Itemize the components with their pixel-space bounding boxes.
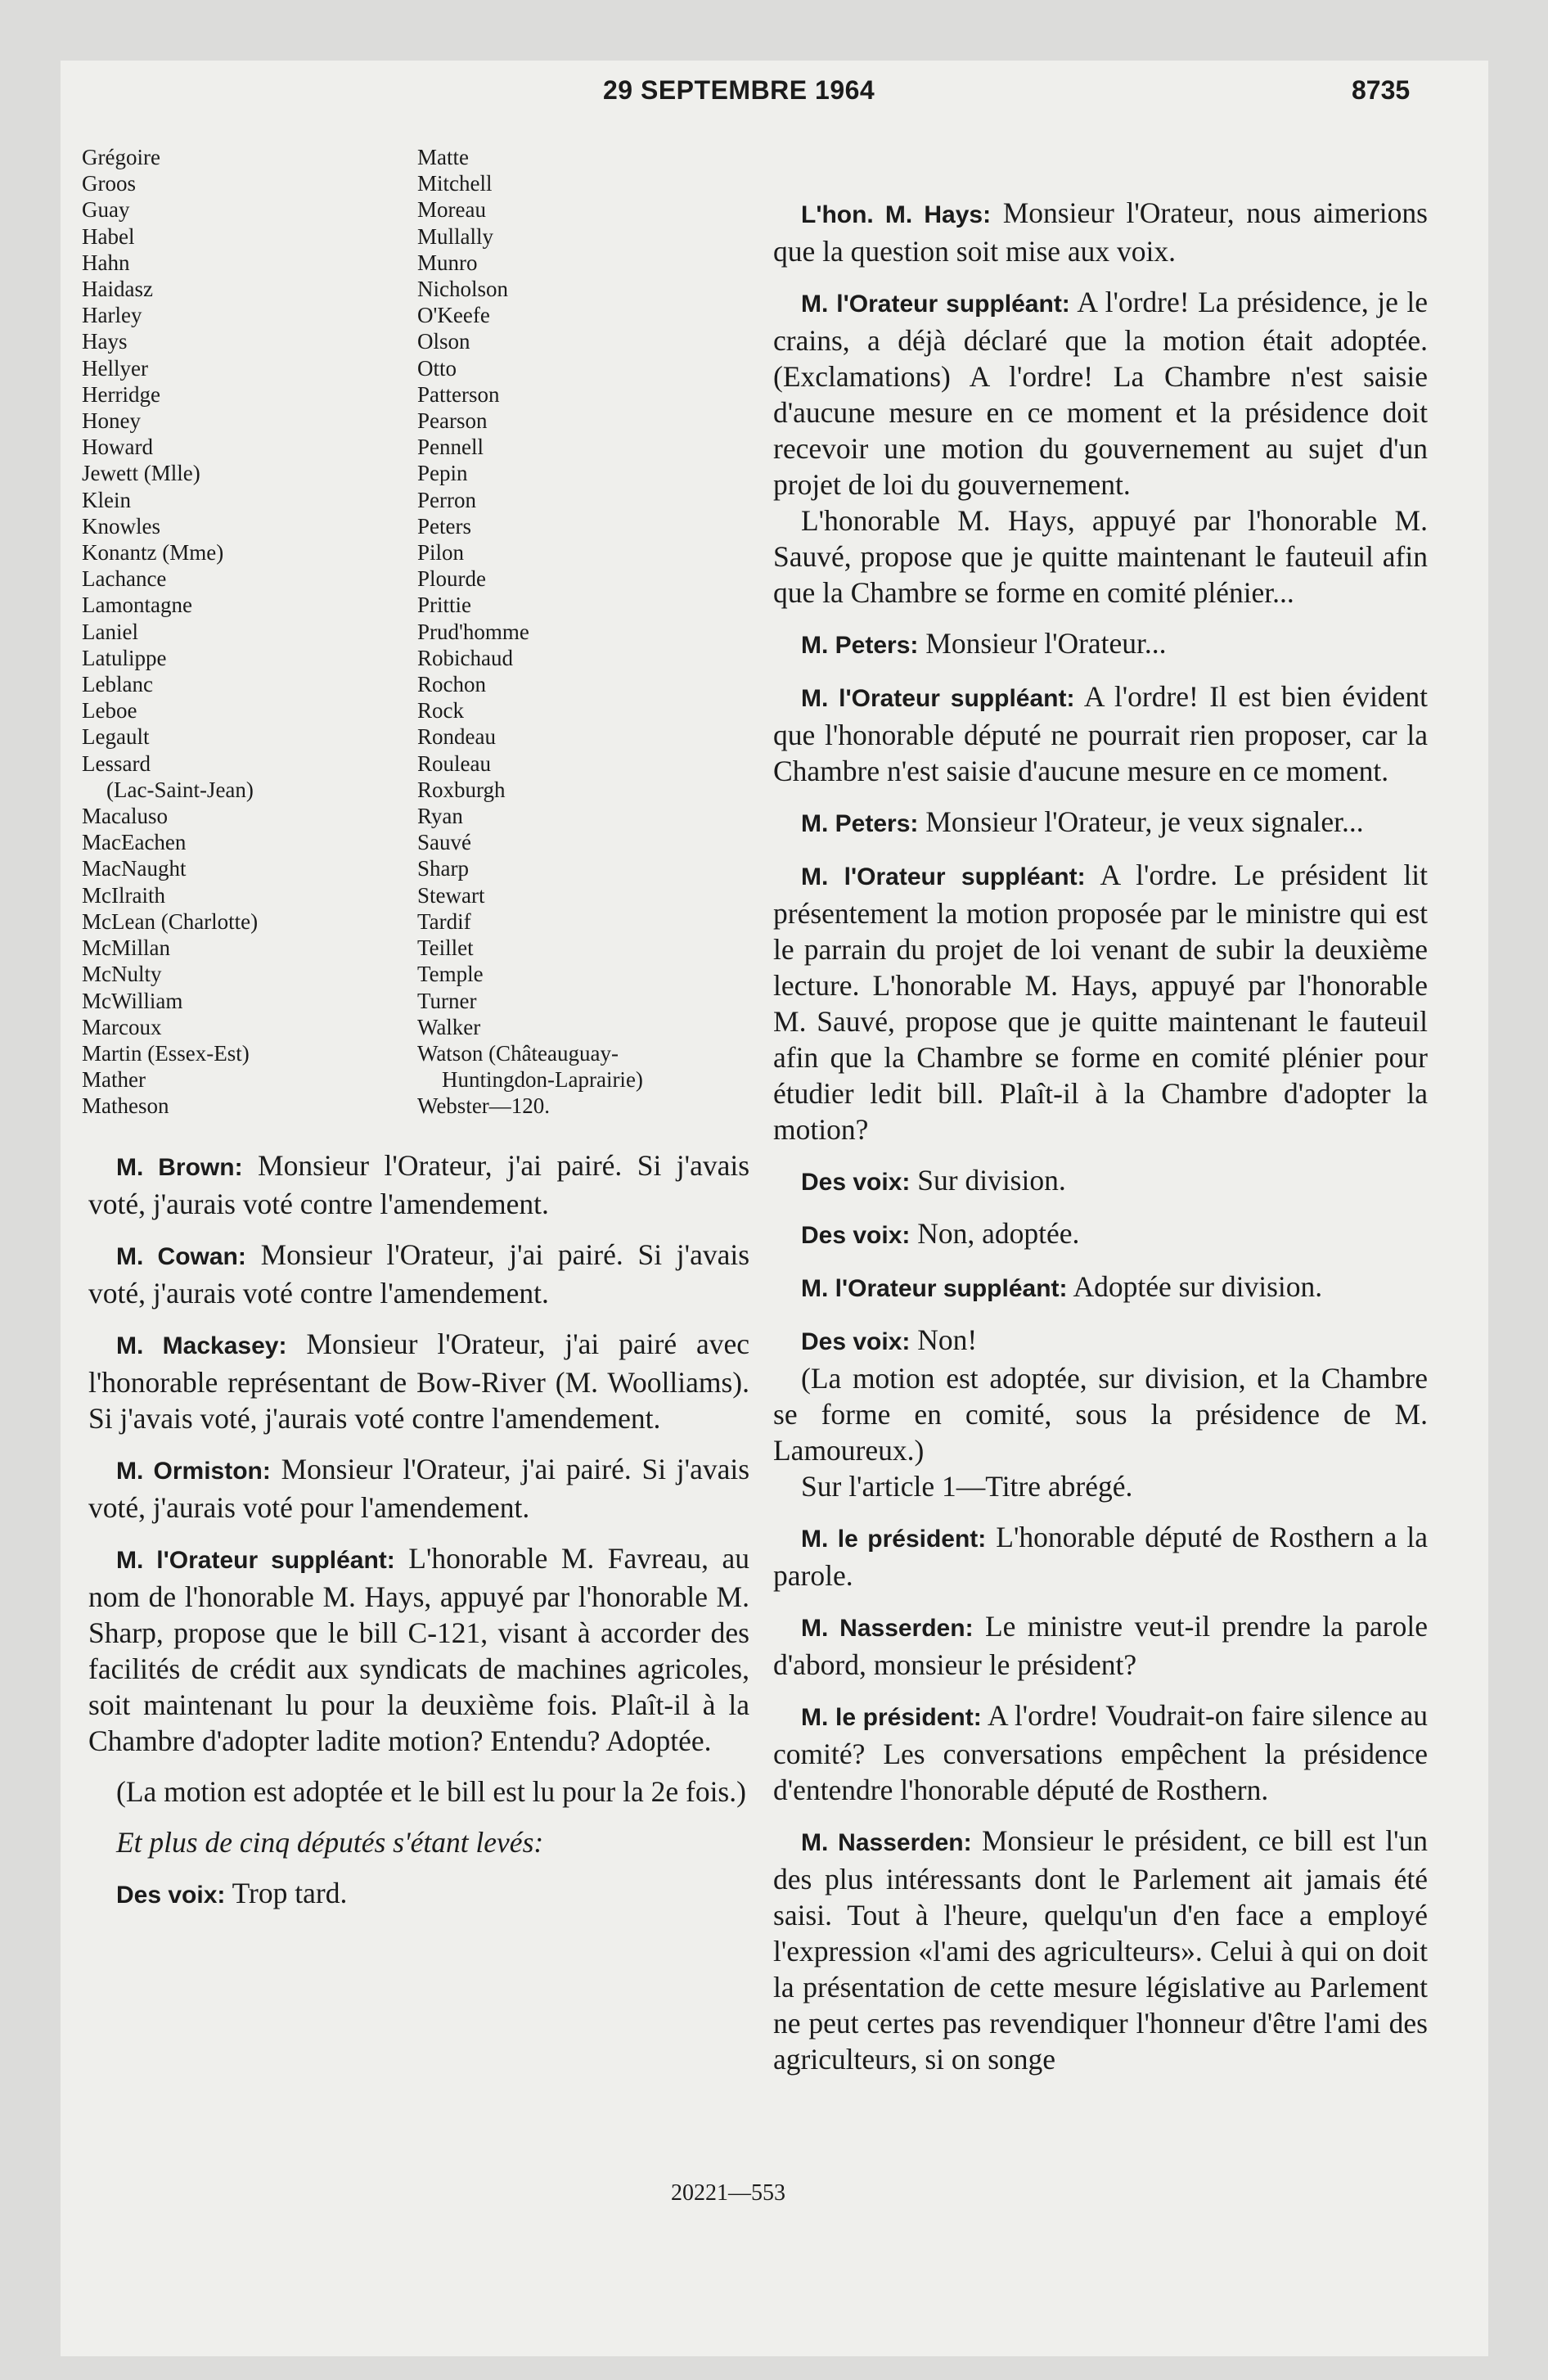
vote-name: McIlraith	[82, 882, 165, 908]
speech-text: Monsieur l'Orateur, nous aimerions que la question soit mise aux voix.	[773, 196, 1428, 268]
vote-name: Walker	[417, 1014, 481, 1039]
vote-name: Lamontagne	[82, 593, 192, 618]
speech-text: L'honorable M. Hays, appuyé par l'honorable M. Sauvé, propose que je quitte maintenant le fauteuil afin que la Chambre se forme en comité plénier...	[773, 504, 1428, 609]
vote-name: Martin (Essex-Est)	[82, 1040, 250, 1066]
vote-name: (Lac-Saint-Jean)	[106, 777, 254, 802]
speaker-name: M. l'Orateur suppléant:	[801, 863, 1086, 890]
vote-name: Howard	[82, 435, 153, 460]
vote-name: Moreau	[417, 197, 486, 223]
vote-name: Turner	[417, 988, 477, 1013]
paragraph	[773, 284, 1428, 503]
vote-name: Stewart	[417, 882, 485, 908]
vote-name: Huntingdon-Laprairie)	[442, 1067, 643, 1093]
vote-name: McLean (Charlotte)	[82, 908, 259, 934]
speaker-name: L'hon. M. Hays:	[801, 201, 992, 228]
vote-name: Harley	[82, 303, 142, 328]
speech-text: Monsieur le président, ce bill est l'un des plus intéressants dont le Parlement ait jamais été saisi. Tout à l'heure, quelqu'un d'en face a employé l'expression «l'ami des agriculteurs». Celui à qui on doit la présentation de cette mesure législative au Parlement ne peut certes pas revendiquer l'honneur d'être l'ami des agriculteurs, si on songe	[773, 1824, 1428, 2076]
vote-name: Matte	[417, 145, 469, 169]
paragraph	[773, 1360, 1428, 1468]
vote-list-column-1	[82, 144, 258, 1120]
vote-name: Jewett (Mlle)	[82, 461, 200, 486]
header-date: 29 SEPTEMBRE 1964	[603, 75, 875, 105]
paragraph	[773, 625, 1428, 664]
vote-name: Klein	[82, 487, 131, 512]
speech-text: Sur division.	[917, 1164, 1066, 1197]
vote-name: Rock	[417, 698, 464, 723]
speaker-name: M. Mackasey:	[116, 1332, 287, 1359]
paragraph	[773, 1215, 1428, 1254]
vote-name: Patterson	[417, 381, 500, 407]
vote-name: Rondeau	[417, 724, 496, 750]
speaker-name: Des voix:	[116, 1882, 226, 1909]
paragraph	[773, 503, 1428, 611]
speaker-name: M. Peters:	[801, 810, 919, 837]
vote-name: Hahn	[82, 250, 130, 275]
speech-text: (La motion est adoptée, sur division, et la Chambre se forme en comité, sous la présidence de M. Lamoureux.)	[773, 1362, 1428, 1467]
paragraph	[773, 1697, 1428, 1808]
footer-code: 20221—553	[671, 2180, 785, 2206]
vote-name: Plourde	[417, 566, 486, 592]
paragraph	[773, 1269, 1428, 1307]
vote-name: Macaluso	[82, 804, 168, 829]
speaker-name: M. le président:	[801, 1526, 987, 1553]
vote-name: Lessard	[82, 751, 151, 776]
vote-name: Latulippe	[82, 645, 167, 670]
paragraph	[88, 1540, 749, 1759]
vote-name: Temple	[417, 962, 484, 987]
speech-text: Monsieur l'Orateur, j'ai pairé avec l'honorable représentant de Bow-River (M. Woolliams). Si j'avais voté, j'aurais voté contre l'amendement.	[88, 1327, 750, 1435]
vote-name: Watson (Châteauguay-	[417, 1040, 619, 1066]
speech-text: Non, adoptée.	[917, 1217, 1080, 1250]
speaker-name: M. Ormiston:	[116, 1458, 271, 1485]
speech-text: A l'ordre. Le président lit présentement la motion proposée par le ministre qui est le parrain du projet de loi venant de subir la deuxième lecture. L'honorable M. Hays, appuyé par l'honorable M. Sauvé, propose que je quitte maintenant le fauteuil afin que la Chambre se forme en comité plénier pour étudier ledit bill. Plaît-il à la Chambre d'adopter la motion?	[773, 859, 1428, 1146]
vote-name: Haidasz	[82, 277, 153, 302]
speech-text: L'honorable député de Rosthern a la parole.	[773, 1521, 1428, 1592]
vote-name: Prud'homme	[417, 619, 529, 644]
vote-name: Sauvé	[417, 830, 471, 855]
vote-name: Habel	[82, 223, 135, 249]
vote-name: Roxburgh	[417, 777, 506, 802]
paragraph	[88, 1451, 749, 1526]
vote-name: Rouleau	[417, 751, 491, 776]
vote-name: Peters	[417, 513, 471, 539]
speech-text: Non!	[917, 1323, 978, 1356]
vote-name: Guay	[82, 197, 130, 223]
paragraph	[773, 1162, 1428, 1201]
page-number: 8735	[1352, 75, 1411, 105]
vote-name: McMillan	[82, 935, 170, 961]
paragraph	[88, 1875, 749, 1913]
vote-name: Teillet	[417, 935, 474, 961]
vote-name: McNulty	[82, 962, 162, 987]
speaker-name: Des voix:	[801, 1222, 911, 1249]
vote-name: MacEachen	[82, 830, 187, 855]
vote-name: Ryan	[417, 804, 463, 829]
vote-name: Olson	[417, 329, 470, 354]
vote-name: Otto	[417, 355, 457, 381]
vote-name: Grégoire	[82, 145, 160, 169]
vote-name: Tardif	[417, 908, 471, 934]
paragraph	[773, 1823, 1428, 2077]
vote-name: Honey	[82, 408, 141, 434]
vote-name: Marcoux	[82, 1014, 162, 1039]
speech-text: Et plus de cinq députés s'étant levés:	[116, 1826, 544, 1859]
vote-name: Prittie	[417, 593, 471, 618]
speech-text: Le ministre veut-il prendre la parole d'abord, monsieur le président?	[773, 1610, 1428, 1681]
vote-name: Pepin	[417, 461, 468, 486]
speaker-name: M. l'Orateur suppléant:	[801, 291, 1070, 318]
speech-text: Monsieur l'Orateur...	[925, 627, 1167, 660]
vote-name: Mather	[82, 1067, 146, 1093]
speaker-name: Des voix:	[801, 1328, 911, 1355]
right-column-text	[773, 195, 1428, 2077]
vote-name: Perron	[417, 487, 476, 512]
speech-text: Sur l'article 1—Titre abrégé.	[801, 1470, 1133, 1503]
paragraph	[773, 1322, 1428, 1360]
paragraph	[773, 1608, 1428, 1683]
paragraph	[88, 1774, 749, 1810]
vote-name: Leblanc	[82, 672, 153, 697]
speech-text: A l'ordre! Voudrait-on faire silence au comité? Les conversations empêchent la présidence d'entendre l'honorable député de Rosthern.	[773, 1699, 1428, 1806]
paragraph	[773, 804, 1428, 842]
vote-name: Groos	[82, 171, 136, 196]
vote-list-column-2	[417, 144, 643, 1120]
speech-text: Trop tard.	[232, 1877, 348, 1909]
vote-name: Legault	[82, 724, 150, 750]
speaker-name: M. Brown:	[116, 1154, 243, 1181]
vote-name: Laniel	[82, 619, 138, 644]
vote-name: Nicholson	[417, 277, 508, 302]
speaker-name: M. Peters:	[801, 632, 919, 659]
vote-name: Hellyer	[82, 355, 148, 381]
paragraph	[88, 1326, 749, 1436]
speech-text: Monsieur l'Orateur, j'ai pairé. Si j'avais voté, j'aurais voté pour l'amendement.	[88, 1453, 750, 1524]
speech-text: A l'ordre! Il est bien évident que l'honorable député ne pourrait rien proposer, car la Chambre n'est saisie d'aucune mesure en ce moment.	[773, 680, 1428, 787]
paragraph	[773, 678, 1428, 789]
vote-name: Konantz (Mme)	[82, 540, 224, 566]
vote-name: Leboe	[82, 698, 137, 723]
vote-name: McWilliam	[82, 988, 183, 1013]
speech-text: Monsieur l'Orateur, je veux signaler...	[925, 805, 1364, 838]
speaker-name: M. l'Orateur suppléant:	[116, 1547, 395, 1574]
vote-name: MacNaught	[82, 856, 187, 881]
vote-name: Pennell	[417, 435, 484, 460]
paragraph	[773, 857, 1428, 1147]
vote-name: Mullally	[417, 223, 493, 249]
vote-name: Sharp	[417, 856, 469, 881]
vote-name: Munro	[417, 250, 478, 275]
vote-name: Rochon	[417, 672, 486, 697]
speech-text: A l'ordre! La présidence, je le crains, a déjà déclaré que la motion était adoptée. (Exclamations) A l'ordre! La Chambre n'est saisie d'aucune mesure en ce moment et la présidence doit recevoir une motion du gouvernement au sujet d'un projet de loi du gouvernement.	[773, 286, 1428, 501]
speaker-name: M. l'Orateur suppléant:	[801, 1275, 1068, 1302]
vote-name: Matheson	[82, 1093, 169, 1119]
speech-text: Adoptée sur division.	[1073, 1270, 1323, 1303]
speaker-name: Des voix:	[801, 1169, 911, 1196]
left-column-text	[88, 1147, 749, 1913]
vote-name: Hays	[82, 329, 128, 354]
vote-name: Robichaud	[417, 645, 513, 670]
speaker-name: M. Nasserden:	[801, 1829, 972, 1856]
speech-text: Monsieur l'Orateur, j'ai pairé. Si j'avais voté, j'aurais voté contre l'amendement.	[88, 1238, 750, 1309]
vote-name: Knowles	[82, 513, 160, 539]
vote-name: Herridge	[82, 381, 160, 407]
speech-text: (La motion est adoptée et le bill est lu pour la 2e fois.)	[116, 1775, 746, 1808]
paragraph	[773, 1519, 1428, 1593]
vote-name: Lachance	[82, 566, 167, 592]
speech-text: L'honorable M. Favreau, au nom de l'honorable M. Hays, appuyé par l'honorable M. Sharp, propose que le bill C-121, visant à accorder des facilités de crédit aux syndicats de machines agricoles, soit maintenant lu pour la deuxième fois. Plaît-il à la Chambre d'adopter ladite motion? Entendu? Adoptée.	[88, 1542, 750, 1757]
paragraph	[88, 1237, 749, 1311]
vote-name: O'Keefe	[417, 303, 490, 328]
speaker-name: M. Cowan:	[116, 1243, 246, 1270]
paragraph	[88, 1824, 749, 1860]
vote-name: Webster—120.	[417, 1093, 551, 1119]
vote-name: Pilon	[417, 540, 465, 566]
speaker-name: M. Nasserden:	[801, 1615, 974, 1642]
vote-name: Pearson	[417, 408, 488, 434]
speech-text: Monsieur l'Orateur, j'ai pairé. Si j'avais voté, j'aurais voté contre l'amendement.	[88, 1149, 750, 1220]
speaker-name: M. le président:	[801, 1704, 982, 1731]
paragraph	[773, 1468, 1428, 1504]
vote-name: Mitchell	[417, 171, 493, 196]
paragraph	[773, 195, 1428, 269]
speaker-name: M. l'Orateur suppléant:	[801, 685, 1075, 712]
paragraph	[88, 1147, 749, 1222]
